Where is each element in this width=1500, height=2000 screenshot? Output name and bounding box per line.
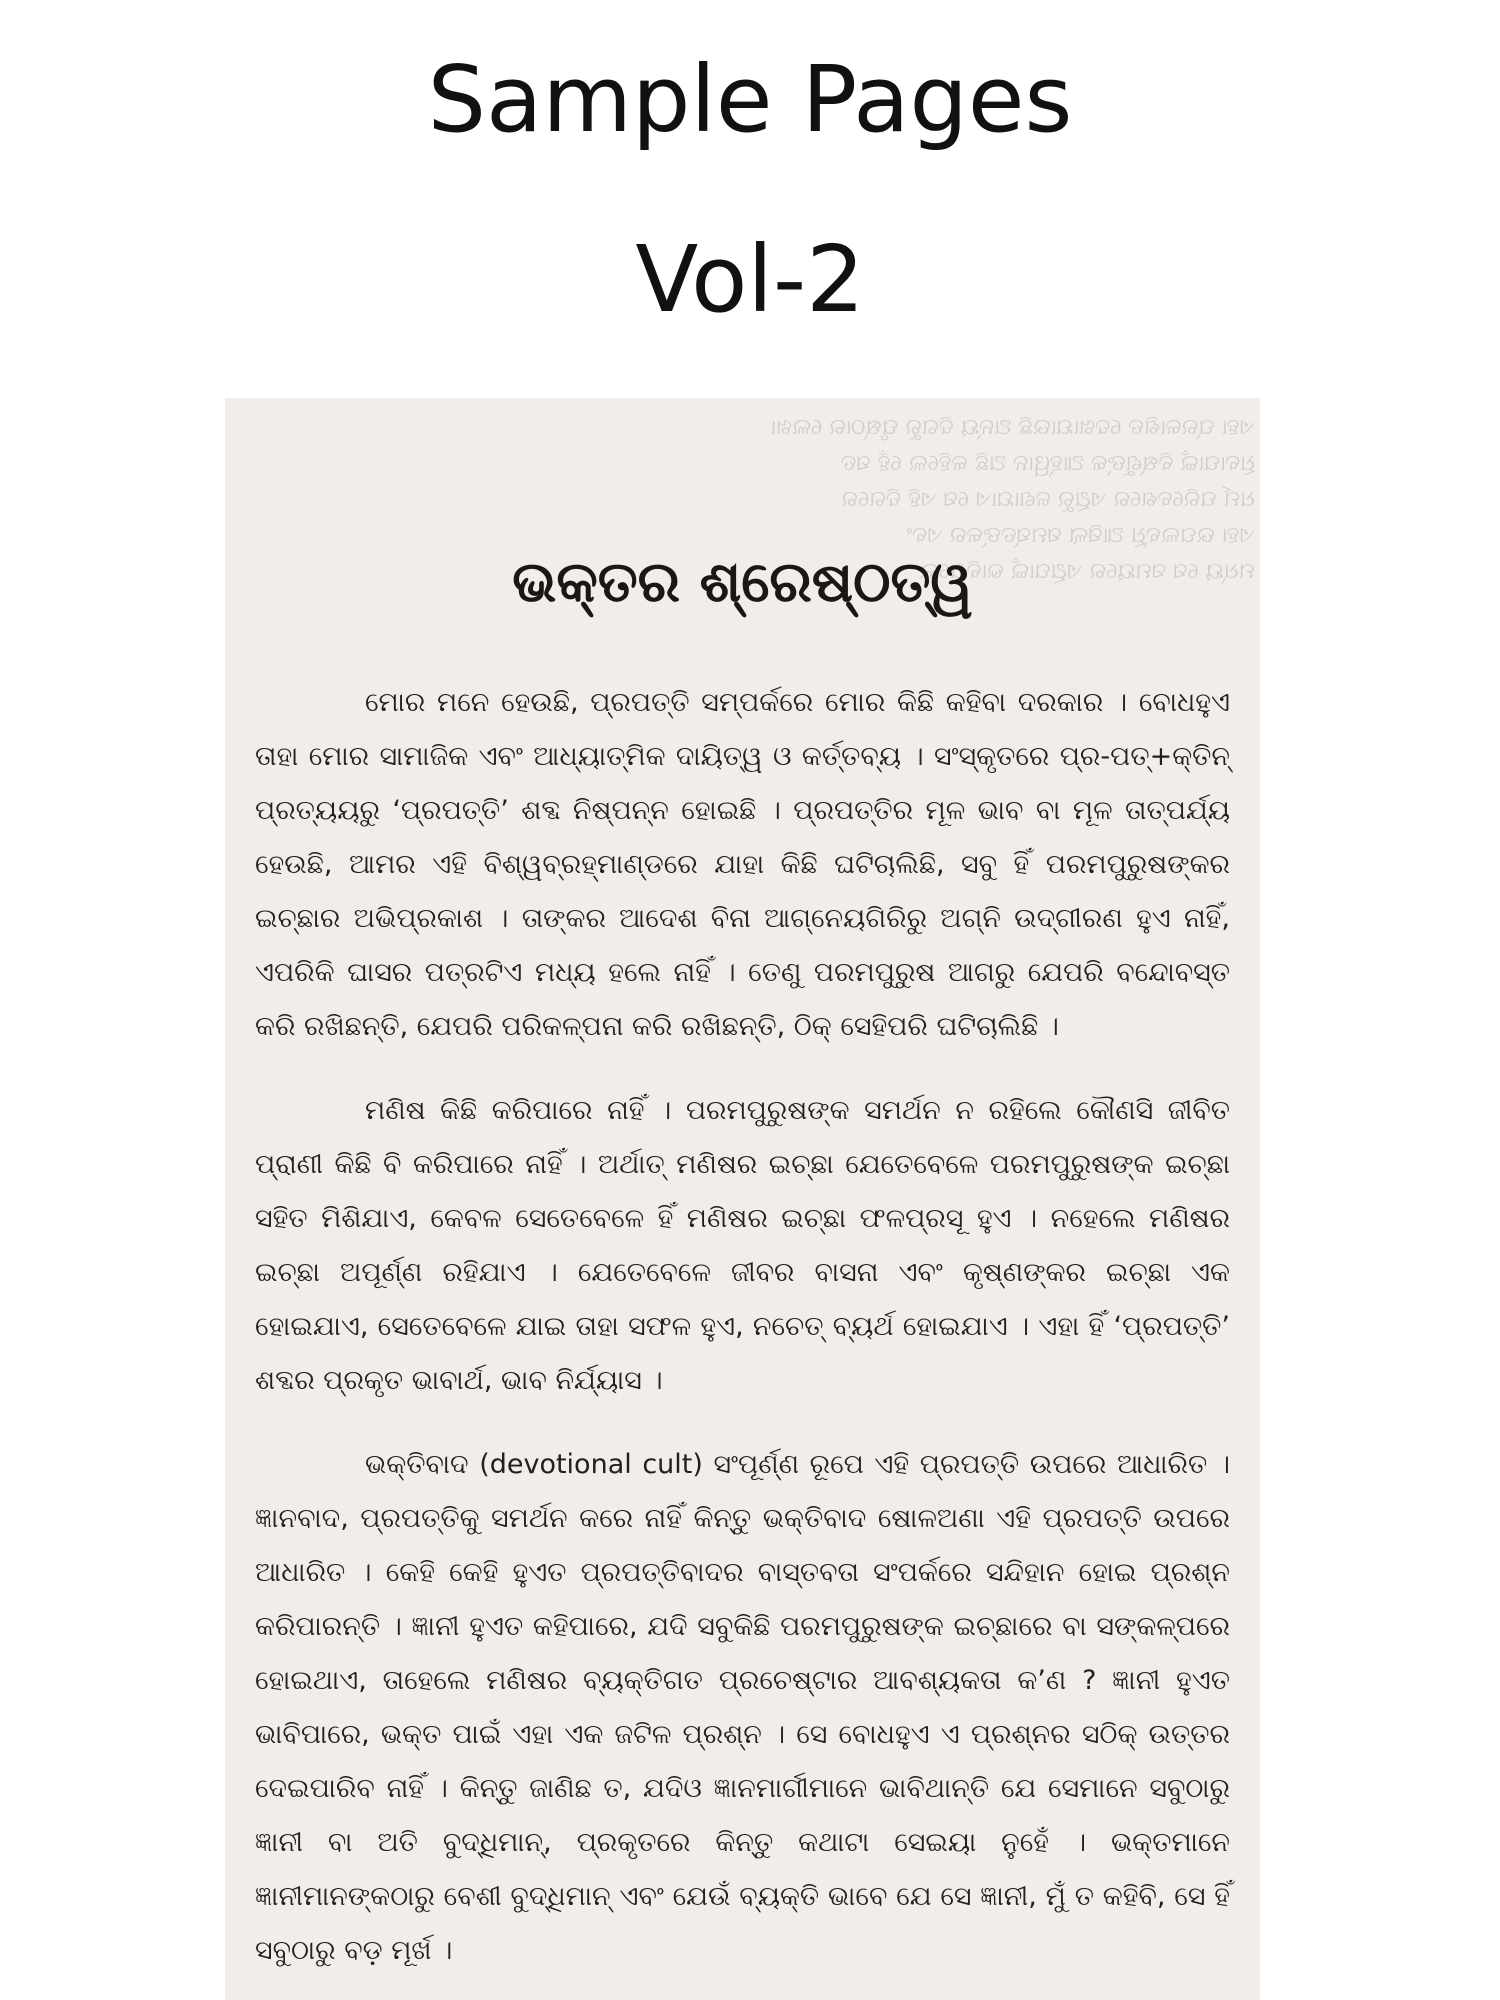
volume-label: Vol-2 <box>635 226 865 333</box>
show-through-line: ଏହା ଉପଲବ୍ଧି ଆସିଲା ସମସ୍ତଙ୍କର ଏବଂ <box>906 523 1255 548</box>
show-through-line: ଧିବାପାଇଁ ବିଷ୍ଣୁଙ୍କ ଆହ୍ୱାନ ଅଛି କହିଲେ ହେଁ ସତ <box>840 451 1255 476</box>
paragraph-1: ମୋର ମନେ ହେଉଛି, ପ୍ରପତ୍ତି ସମ୍ପର୍କରେ ମୋର କିଛି କହିବା ଦରକାର । ବୋଧହୁଏ ତାହା ମୋର ସାମାଜିକ ଏବଂ ଆଧ୍ୟାତ୍ମିକ ଦାୟିତ୍ୱ ଓ କର୍ତ୍ତବ୍ୟ । ସଂସ୍କୃତରେ ପ୍ର-ପତ୍+କ୍ତିନ୍ ପ୍ରତ୍ୟୟରୁ ‘ପ୍ରପତ୍ତି’ ଶବ୍ଦ ନିଷ୍ପନ୍ନ ହୋଇଛି । ପ୍ରପତ୍ତିର ମୂଳ ଭାବ ବା ମୂଳ ତାତ୍ପର୍ଯ୍ୟ ହେଉଛି, ଆମର ଏହି ବିଶ୍ୱବ୍ରହ୍ମାଣ୍ଡରେ ଯାହା କିଛି ଘଟିଚାଲିଛି, ସବୁ ହିଁ ପରମପୁରୁଷଙ୍କର ଇଚ୍ଛାର ଅଭିପ୍ରକାଶ । ତାଙ୍କର ଆଦେଶ ବିନା ଆଗ୍ନେୟଗିରିରୁ ଅଗ୍ନି ଉଦ୍‌ଗୀରଣ ହୁଏ ନାହିଁ, ଏପରିକି ଘାସର ପତ୍ରଟିଏ ମଧ୍ୟ ହଲେ ନାହିଁ । ତେଣୁ ପରମପୁରୁଷ ଆଗରୁ ଯେପରି ବନ୍ଦୋବସ୍ତ କରି ରଖିଛନ୍ତି, ଯେପରି ପରିକଳ୍ପନା କରି ରଖିଛନ୍ତି, ଠିକ୍ ସେହିପରି ଘଟିଚାଲିଛି । <box>255 687 1230 1042</box>
show-through-line: ଧର୍ମ ପରିବେଶରେ ଏଥିରୁ ଜଣାଯାଏ ସେ ଏହି ଦିଗରେ <box>841 487 1255 512</box>
scanned-page <box>225 398 1260 2000</box>
show-through-line: ମଧ୍ୟ ସେ ସମୟରେ ଏଥିପାଇଁ ଭାବିଥିଲେ <box>919 559 1255 584</box>
paragraph-3: ଭକ୍ତିବାଦ (devotional cult) ସଂପୂର୍ଣ୍ଣ ରୂପେ ଏହି ପ୍ରପତ୍ତି ଉପରେ ଆଧାରିତ । ଜ୍ଞାନବାଦ, ପ୍ରପତ୍ତିକୁ ସମର୍ଥନ କରେ ନାହିଁ କିନ୍ତୁ ଭକ୍ତିବାଦ ଷୋଳଅଣା ଏହି ପ୍ରପତ୍ତି ଉପରେ ଆଧାରିତ । କେହି କେହି ହୁଏତ ପ୍ରପତ୍ତିବାଦର ବାସ୍ତବତା ସଂପର୍କରେ ସନ୍ଦିହାନ ହୋଇ ପ୍ରଶ୍ନ କରିପାରନ୍ତି । ଜ୍ଞାନୀ ହୁଏତ କହିପାରେ, ଯଦି ସବୁକିଛି ପରମପୁରୁଷଙ୍କ ଇଚ୍ଛାରେ ବା ସଙ୍କଳ୍ପରେ ହୋଇଥାଏ, ତାହେଲେ ମଣିଷର ବ୍ୟକ୍ତିଗତ ପ୍ରଚେଷ୍ଟାର ଆବଶ୍ୟକତା କ’ଣ ? ଜ୍ଞାନୀ ହୁଏତ ଭାବିପାରେ, ଭକ୍ତ ପାଇଁ ଏହା ଏକ ଜଟିଳ ପ୍ରଶ୍ନ । ସେ ବୋଧହୁଏ ଏ ପ୍ରଶ୍ନର ସଠିକ୍ ଉତ୍ତର ଦେଇପାରିବ ନାହିଁ । କିନ୍ତୁ ଜାଣିଛ ତ, ଯଦିଓ ଜ୍ଞାନମାର୍ଗୀମାନେ ଭାବିଥାନ୍ତି ଯେ ସେମାନେ ସବୁଠାରୁ ଜ୍ଞାନୀ ବା ଅତି ବୁଦ୍ଧିମାନ୍, ପ୍ରକୃତରେ କିନ୍ତୁ କଥାଟା ସେଇୟା ନୁହେଁ । ଭକ୍ତମାନେ ଜ୍ଞାନୀମାନଙ୍କଠାରୁ ବେଶୀ ବୁଦ୍ଧିମାନ୍ ଏବଂ ଯେଉଁ ବ୍ୟକ୍ତି ଭାବେ ଯେ ସେ ଜ୍ଞାନୀ, ମୁଁ ତ କହିବି, ସେ ହିଁ ସବୁଠାରୁ ବଡ଼ ମୂର୍ଖ । <box>255 1449 1230 1966</box>
show-through-line: ଏହା ପ୍ରକାଶିତ ଦେଖାଯାଉଛି ଅନ୍ୟ ଦିଗରୁ ପୃଷ୍ଠାର ଲେଖା <box>770 415 1255 440</box>
chapter-title: ଭକ୍ତର ଶ୍ରେଷ୍ଠତ୍ୱ <box>512 550 973 615</box>
sample-pages-title: Sample Pages <box>427 46 1073 153</box>
paragraph-2: ମଣିଷ କିଛି କରିପାରେ ନାହିଁ । ପରମପୁରୁଷଙ୍କ ସମର୍ଥନ ନ ରହିଲେ କୌଣସି ଜୀବିତ ପ୍ରାଣୀ କିଛି ବି କରିପାରେ ନାହିଁ । ଅର୍ଥାତ୍ ମଣିଷର ଇଚ୍ଛା ଯେତେବେଳେ ପରମପୁରୁଷଙ୍କ ଇଚ୍ଛା ସହିତ ମିଶିଯାଏ, କେବଳ ସେତେବେଳେ ହିଁ ମଣିଷର ଇଚ୍ଛା ଫଳପ୍ରସୂ ହୁଏ । ନହେଲେ ମଣିଷର ଇଚ୍ଛା ଅପୂର୍ଣ୍ଣ ରହିଯାଏ । ଯେତେବେଳେ ଜୀବର ବାସନା ଏବଂ କୃଷ୍ଣଙ୍କର ଇଚ୍ଛା ଏକ ହୋଇଯାଏ, ସେତେବେଳେ ଯାଇ ତାହା ସଫଳ ହୁଏ, ନଚେତ୍ ବ୍ୟର୍ଥ ହୋଇଯାଏ । ଏହା ହିଁ ‘ପ୍ରପତ୍ତି’ ଶବ୍ଦର ପ୍ରକୃତ ଭାବାର୍ଥ, ଭାବ ନିର୍ଯ୍ୟାସ । <box>255 1095 1230 1396</box>
body-text <box>255 676 1230 2000</box>
